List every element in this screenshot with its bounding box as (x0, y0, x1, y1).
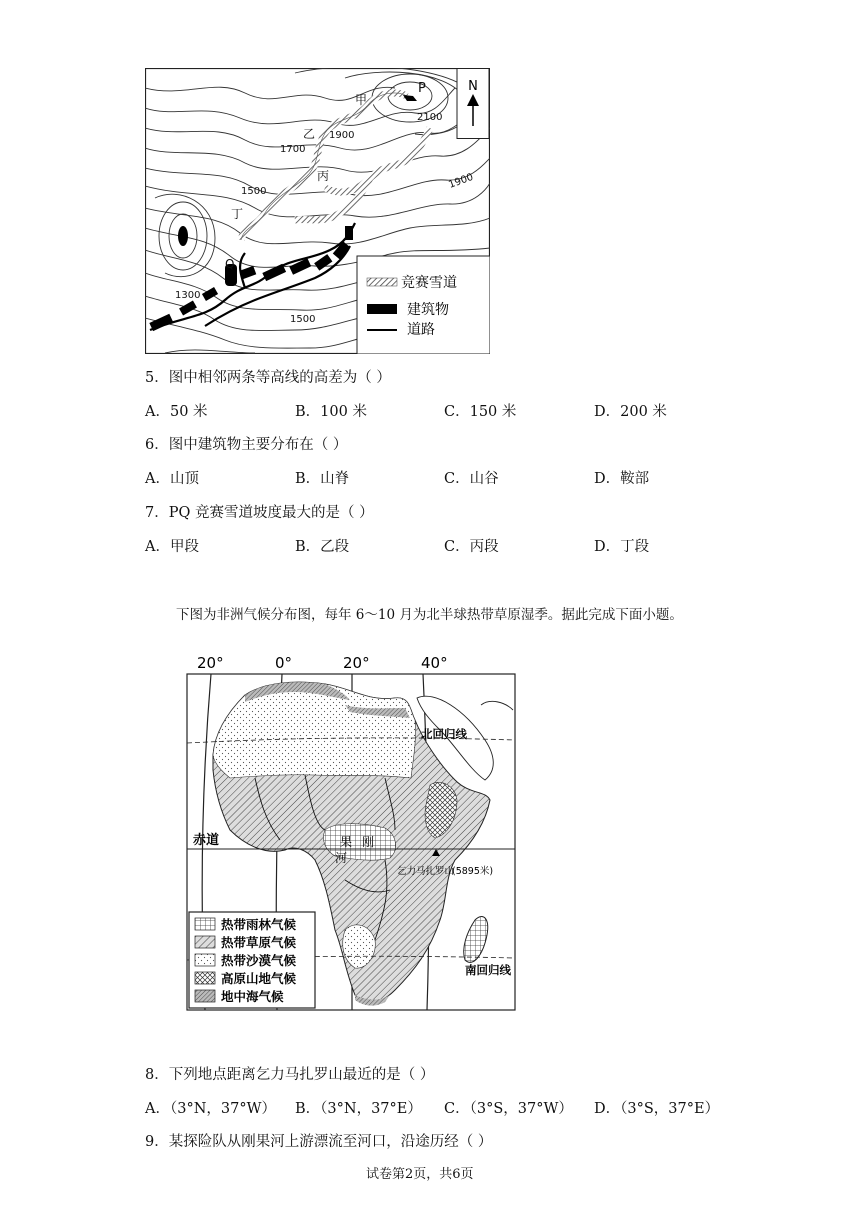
congo-label-1: 果 (340, 835, 353, 849)
q6-option-a: A．山顶 (145, 471, 199, 487)
q5-option-d: D．200 米 (594, 404, 667, 420)
legend1-trail: 竞赛雪道 (401, 275, 457, 291)
kilimanjaro-label: 乞力马扎罗山 (397, 866, 455, 877)
question-8: 8．下列地点距离乞力马扎罗山最近的是（ ） (145, 1067, 435, 1083)
congo-label-2: 刚 (362, 835, 375, 849)
legend1-road: 道路 (407, 322, 435, 338)
question-7: 7．PQ 竞赛雪道坡度最大的是（ ） (145, 505, 374, 521)
north-label: N (468, 79, 478, 94)
label-ding: 丁 (231, 207, 244, 221)
legend2-highland: 高原山地气候 (221, 971, 297, 986)
q6-option-d: D．鞍部 (594, 471, 650, 487)
q8-option-b: B．（3°N，37°E） (295, 1101, 422, 1117)
legend2-savanna: 热带草原气候 (221, 935, 297, 950)
q5-option-a: A．50 米 (145, 404, 208, 420)
congo-label-3: 河 (335, 851, 348, 865)
tropic-south-label: 南回归线 (465, 963, 511, 977)
q8-option-a: A．（3°N，37°W） (145, 1101, 276, 1117)
q8-option-d: D．（3°S，37°E） (594, 1101, 720, 1117)
q7-option-a: A．甲段 (145, 539, 199, 555)
kilimanjaro-elevation: (5895米) (452, 866, 494, 877)
contour-1700: 1700 (280, 144, 306, 155)
question-5: 5．图中相邻两条等高线的高差为（ ） (145, 370, 391, 386)
legend1-building: 建筑物 (407, 302, 449, 318)
q7-option-d: D．丁段 (594, 539, 650, 555)
label-Q: Q (225, 257, 235, 271)
label-jia: 甲 (355, 93, 368, 107)
lon-label-0: 0° (275, 654, 293, 672)
q8-option-c: C．（3°S，37°W） (444, 1101, 573, 1117)
africa-climate-map (185, 650, 517, 1012)
contour-1300: 1300 (175, 290, 201, 301)
label-bing: 丙 (317, 169, 330, 183)
lon-label-20w: 20° (197, 654, 224, 672)
q6-option-b: B．山脊 (295, 471, 350, 487)
contour-1500b: 1500 (290, 314, 316, 325)
legend2-mediterranean: 地中海气候 (221, 989, 284, 1004)
page-footer: 试卷第2页，共6页 (366, 1167, 474, 1182)
lon-label-20e: 20° (343, 654, 370, 672)
contour-1500a: 1500 (241, 186, 267, 197)
q5-option-b: B．100 米 (295, 404, 367, 420)
question-9: 9．某探险队从刚果河上游漂流至河口，沿途历经（ ） (145, 1134, 493, 1150)
q6-option-c: C．山谷 (444, 471, 499, 487)
contour-2100: 2100 (417, 112, 443, 123)
lon-label-40e: 40° (421, 654, 448, 672)
intro-text: 下图为非洲气候分布图，每年 6～10 月为北半球热带草原湿季。据此完成下面小题。 (176, 607, 683, 623)
question-6: 6．图中建筑物主要分布在（ ） (145, 437, 348, 453)
contour-map (145, 68, 490, 354)
q7-option-c: C．丙段 (444, 539, 499, 555)
label-P: P (418, 81, 426, 96)
tropic-north-label: 北回归线 (421, 727, 467, 741)
legend2-desert: 热带沙漠气候 (221, 953, 297, 968)
equator-label: 赤道 (193, 833, 220, 848)
contour-1900a: 1900 (329, 130, 355, 141)
q7-option-b: B．乙段 (295, 539, 350, 555)
q5-option-c: C．150 米 (444, 404, 517, 420)
legend2-rainforest: 热带雨林气候 (221, 917, 297, 932)
label-yi: 乙 (303, 127, 316, 141)
contour-1900b: 1900 (447, 171, 475, 191)
